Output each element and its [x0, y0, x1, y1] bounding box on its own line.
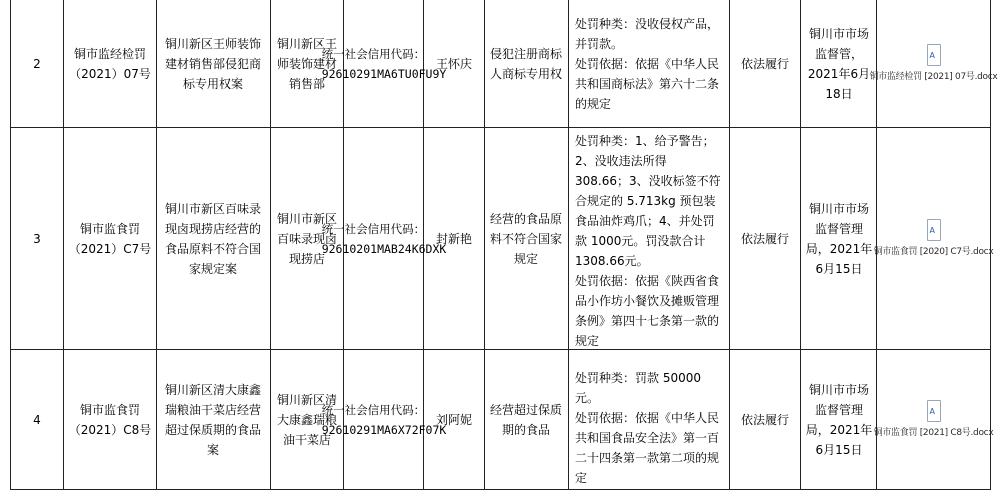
case-name-cell: 铜川新区王师装饰建材销售部侵犯商标专用权案: [164, 36, 261, 91]
fulfillment-cell: 依法履行: [740, 56, 789, 71]
attachment-link[interactable]: [873, 350, 994, 489]
legal-rep-cell: 刘阿妮: [435, 412, 472, 427]
credit-code-cell: 统一社会信用代码：92610291MA6X72F07K: [321, 402, 447, 437]
document-icon: A: [927, 44, 941, 66]
attachment-filename: 铜市监经检罚 [2021] 07号.docx: [869, 72, 998, 82]
case-number-cell: 铜市监食罚（2021）C8号: [68, 402, 152, 437]
credit-code-cell: 统一社会信用代码：92610291MA6TU0FU9Y: [321, 46, 447, 81]
violation-cell: 经营的食品原料不符合国家规定: [489, 211, 562, 266]
penalty-cell: 处罚种类：1、给予警告；2、没收违法所得 308.66；3、没收标签不符合规定的 5.713kg 预包装食品油炸鸡爪；4、并处罚款 1000元。罚没款合计 1308.66元。 处罚依据：依据《陕西省食品小作坊小餐饮及摊贩管理条例》第四十七条第一款的规定: [575, 134, 721, 348]
case-name-cell: 铜川新区清大康鑫瑞粮油干菜店经营超过保质期的食品案: [164, 382, 261, 457]
party-name-cell: 铜川新区清大康鑫瑞粮油干菜店: [276, 392, 337, 447]
attachment-link[interactable]: [869, 0, 998, 127]
penalty-cell: 处罚种类：没收侵权产品，并罚款。 处罚依据：依据《中华人民共和国商标法》第六十二条的规定: [575, 17, 720, 111]
party-name-cell: 铜川市新区百味录现卤现捞店: [276, 211, 337, 266]
fulfillment-cell: 依法履行: [740, 231, 789, 246]
violation-cell: 经营超过保质期的食品: [489, 402, 562, 437]
legal-rep-cell: 封新艳: [435, 231, 472, 246]
penalty-cell: 处罚种类：罚款 50000元。 处罚依据：依据《中华人民共和国食品安全法》第一百二十四条第一款第二项的规定: [575, 371, 720, 485]
authority-date-cell: 铜川市市场监督管理局，2021年6月15日: [805, 382, 873, 457]
case-number-cell: 铜市监食罚（2021）C7号: [68, 221, 152, 256]
attachment-link[interactable]: [873, 128, 994, 349]
credit-code-cell: 统一社会信用代码：92610201MAB24K6DXK: [321, 221, 447, 256]
case-name-cell: 铜川市新区百味录现卤现捞店经营的食品原料不符合国家规定案: [164, 201, 261, 276]
document-icon: A: [927, 219, 941, 241]
party-name-cell: 铜川新区王师装饰建材销售部: [276, 36, 337, 91]
case-number-cell: 铜市监经检罚（2021）07号: [69, 46, 151, 81]
seq-cell: 3: [33, 231, 41, 246]
document-icon: A: [927, 400, 941, 422]
violation-cell: 侵犯注册商标人商标专用权: [489, 46, 562, 81]
fulfillment-cell: 依法履行: [740, 412, 789, 427]
seq-cell: 4: [33, 412, 41, 427]
legal-rep-cell: 王怀庆: [435, 56, 472, 71]
attachment-filename: 铜市监食罚 [2021] C8号.docx: [873, 428, 994, 438]
seq-cell: 2: [33, 56, 41, 71]
authority-date-cell: 铜川市市场监督管，2021年6月18日: [807, 26, 871, 101]
authority-date-cell: 铜川市市场监督管理局，2021年6月15日: [805, 201, 873, 276]
attachment-filename: 铜市监食罚 [2020] C7号.docx: [873, 247, 994, 257]
